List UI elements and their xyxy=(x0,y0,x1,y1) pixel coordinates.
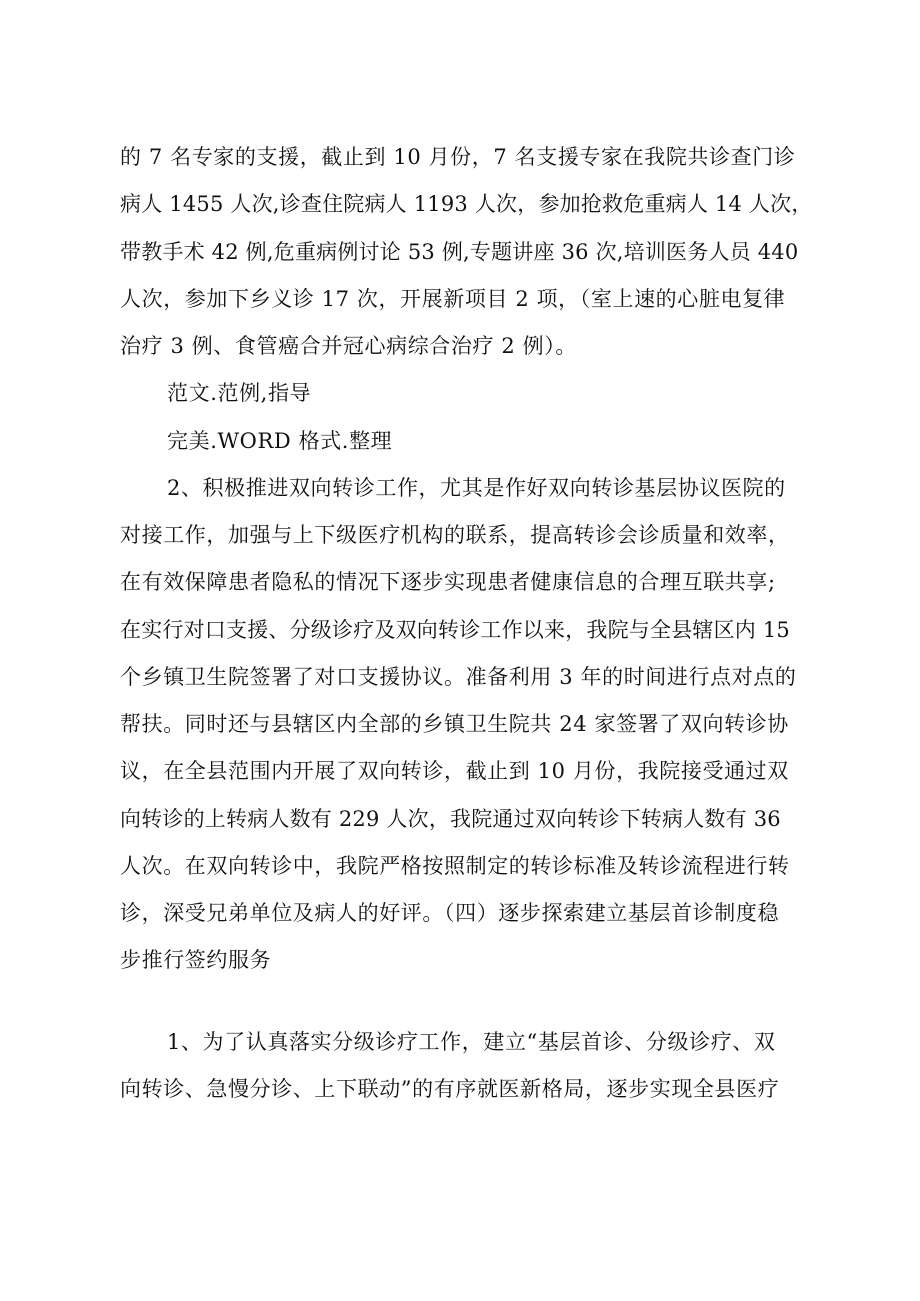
paragraph-line: 在有效保障患者隐私的情况下逐步实现患者健康信息的合理互联共享; xyxy=(120,570,776,594)
paragraph-line: 1、为了认真落实分级诊疗工作，建立“基层首诊、分级诊疗、双 xyxy=(167,1030,776,1054)
paragraph-line: 2、积极推进双向转诊工作，尤其是作好双向转诊基层协议医院的 xyxy=(167,476,786,500)
paragraph-line: 治疗 3 例、食管癌合并冠心病综合治疗 2 例）。 xyxy=(120,334,577,358)
paragraph-line: 议，在全县范围内开展了双向转诊，截止到 10 月份，我院接受通过双 xyxy=(120,759,789,783)
paragraph-line: 帮扶。同时还与县辖区内全部的乡镇卫生院共 24 家签署了双向转诊协 xyxy=(120,712,789,736)
paragraph-line: 的 7 名专家的支援，截止到 10 月份，7 名支援专家在我院共诊查门诊 xyxy=(120,145,796,169)
watermark-text-line-1: 范文.范例,指导 xyxy=(167,381,312,405)
paragraph-line: 向转诊、急慢分诊、上下联动”的有序就医新格局，逐步实现全县医疗 xyxy=(120,1077,780,1101)
paragraph-line: 在实行对口支援、分级诊疗及双向转诊工作以来，我院与全县辖区内 15 xyxy=(120,618,790,642)
paragraph-line: 步推行签约服务 xyxy=(120,948,272,972)
paragraph-line: 人次。在双向转诊中，我院严格按照制定的转诊标准及转诊流程进行转 xyxy=(120,854,790,878)
paragraph-line: 人次，参加下乡义诊 17 次，开展新项目 2 项，（室上速的心脏电复律 xyxy=(120,287,786,311)
paragraph-line: 带教手术 42 例,危重病例讨论 53 例,专题讲座 36 次,培训医务人员 440 xyxy=(120,240,799,264)
paragraph-line: 诊，深受兄弟单位及病人的好评。（四）逐步探索建立基层首诊制度稳 xyxy=(120,901,780,925)
paragraph-line: 向转诊的上转病人数有 229 人次，我院通过双向转诊下转病人数有 36 xyxy=(120,807,781,831)
paragraph-line: 对接工作，加强与上下级医疗机构的联系，提高转诊会诊质量和效率， xyxy=(120,523,790,547)
paragraph-line: 病人 1455 人次,诊查住院病人 1193 人次，参加抢救危重病人 14 人次， xyxy=(120,192,813,216)
paragraph-line: 个乡镇卫生院签署了对口支援协议。准备利用 3 年的时间进行点对点的 xyxy=(120,665,797,689)
watermark-text-line-2: 完美.WORD 格式.整理 xyxy=(167,429,393,453)
